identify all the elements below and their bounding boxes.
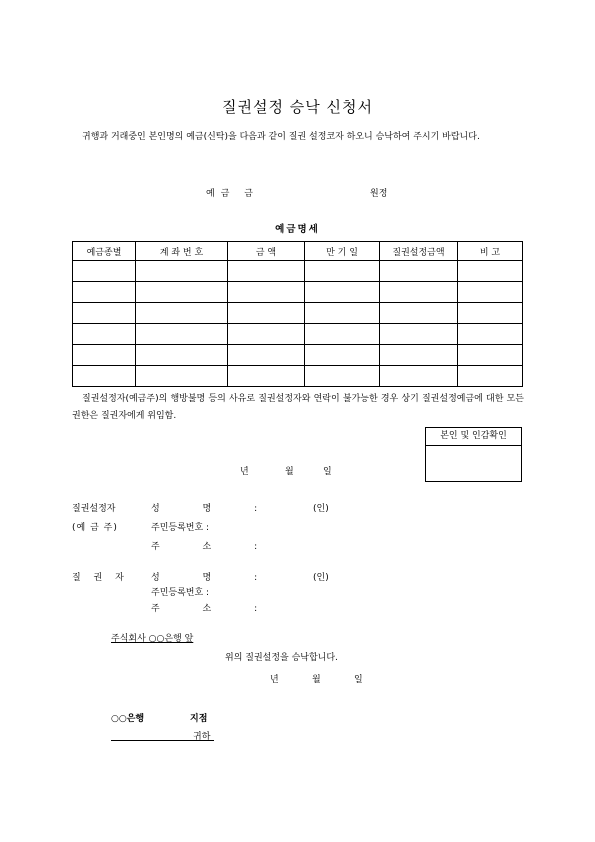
table-row — [73, 261, 523, 282]
honorific: 귀하 — [193, 732, 211, 742]
table-cell[interactable] — [228, 261, 305, 282]
header-maturity-date: 만 기 일 — [305, 242, 380, 261]
table-cell[interactable] — [228, 345, 305, 366]
approval-year-label: 년 — [270, 675, 279, 685]
table-cell[interactable] — [305, 345, 380, 366]
table-cell[interactable] — [73, 345, 136, 366]
approval-text: 위의 질권설정을 승낙합니다. — [225, 653, 338, 663]
deposit-amount-label: 예금 금 — [206, 189, 259, 199]
addressee-line: 주식회사 ○○은행 앞 — [111, 634, 194, 644]
table-cell[interactable] — [73, 324, 136, 345]
table-cell[interactable] — [458, 324, 523, 345]
table-cell[interactable] — [228, 324, 305, 345]
table-cell[interactable] — [380, 366, 458, 387]
table-cell[interactable] — [380, 282, 458, 303]
bank-name: ○○은행 — [111, 714, 145, 724]
table-cell[interactable] — [136, 366, 228, 387]
date-year-label: 년 — [240, 467, 249, 477]
seal-area[interactable] — [426, 446, 521, 483]
bank-branch-label: 지점 — [190, 714, 208, 724]
table-cell[interactable] — [73, 366, 136, 387]
table-row — [73, 303, 523, 324]
table-cell[interactable] — [73, 282, 136, 303]
deposit-amount-unit: 원정 — [370, 189, 388, 199]
table-row — [73, 282, 523, 303]
pledgor-sublabel: (예 금 주) — [72, 523, 118, 533]
table-cell[interactable] — [136, 282, 228, 303]
table-cell[interactable] — [305, 261, 380, 282]
table-cell[interactable] — [73, 303, 136, 324]
date-day-label: 일 — [323, 467, 332, 477]
seal-box-label: 본인 및 인감확인 — [426, 428, 521, 446]
header-pledge-amount: 질권설정금액 — [380, 242, 458, 261]
table-cell[interactable] — [458, 366, 523, 387]
pledgee-label: 질 권 자 — [72, 573, 129, 583]
header-remarks: 비 고 — [458, 242, 523, 261]
table-cell[interactable] — [305, 324, 380, 345]
table-cell[interactable] — [458, 261, 523, 282]
pledgee-address-label: 주 소 : — [151, 604, 258, 614]
table-cell[interactable] — [228, 282, 305, 303]
pledgor-address-label: 주 소 : — [151, 542, 258, 552]
notice-paragraph: 질권설정자(예금주)의 행방불명 등의 사유로 질권설정자와 연락이 불가능한 경우 상기 질권설정예금에 대한 모든 권한은 질권자에게 위임함. — [72, 394, 524, 421]
table-cell[interactable] — [228, 366, 305, 387]
table-cell[interactable] — [136, 303, 228, 324]
table-cell[interactable] — [228, 303, 305, 324]
pledgor-seal-mark: (인) — [313, 504, 329, 514]
pledgee-name-label: 성 명 : — [151, 573, 258, 583]
table-row — [73, 345, 523, 366]
intro-paragraph: 귀행과 거래중인 본인명의 예금(신탁)을 다음과 같이 질권 설정코자 하오니 승낙하여 주시기 바랍니다. — [82, 132, 480, 142]
table-cell[interactable] — [136, 261, 228, 282]
approval-day-label: 일 — [354, 675, 363, 685]
approval-month-label: 월 — [312, 675, 321, 685]
seal-confirmation-box — [425, 427, 522, 482]
header-deposit-type: 예금종별 — [73, 242, 136, 261]
pledgee-id-label: 주민등록번호 : — [151, 588, 210, 598]
table-cell[interactable] — [73, 261, 136, 282]
header-amount: 금 액 — [228, 242, 305, 261]
table-header-row — [73, 242, 523, 261]
date-month-label: 월 — [285, 467, 294, 477]
table-row — [73, 366, 523, 387]
table-cell[interactable] — [305, 366, 380, 387]
table-cell[interactable] — [458, 282, 523, 303]
table-cell[interactable] — [458, 345, 523, 366]
pledgor-label: 질권설정자 — [72, 504, 116, 514]
table-cell[interactable] — [380, 345, 458, 366]
table-cell[interactable] — [380, 303, 458, 324]
table-cell[interactable] — [380, 261, 458, 282]
table-row — [73, 324, 523, 345]
page-title: 질권설정 승낙 신청서 — [222, 98, 373, 116]
table-cell[interactable] — [458, 303, 523, 324]
table-title: 예금명세 — [275, 224, 320, 235]
table-cell[interactable] — [136, 324, 228, 345]
deposit-details-table — [72, 241, 523, 387]
table-cell[interactable] — [305, 303, 380, 324]
table-cell[interactable] — [380, 324, 458, 345]
table-cell[interactable] — [136, 345, 228, 366]
header-account-number: 계 좌 번 호 — [136, 242, 228, 261]
table-cell[interactable] — [305, 282, 380, 303]
pledgor-name-label: 성 명 : — [151, 504, 258, 514]
pledgee-seal-mark: (인) — [313, 573, 329, 583]
pledgor-id-label: 주민등록번호 : — [151, 523, 210, 533]
